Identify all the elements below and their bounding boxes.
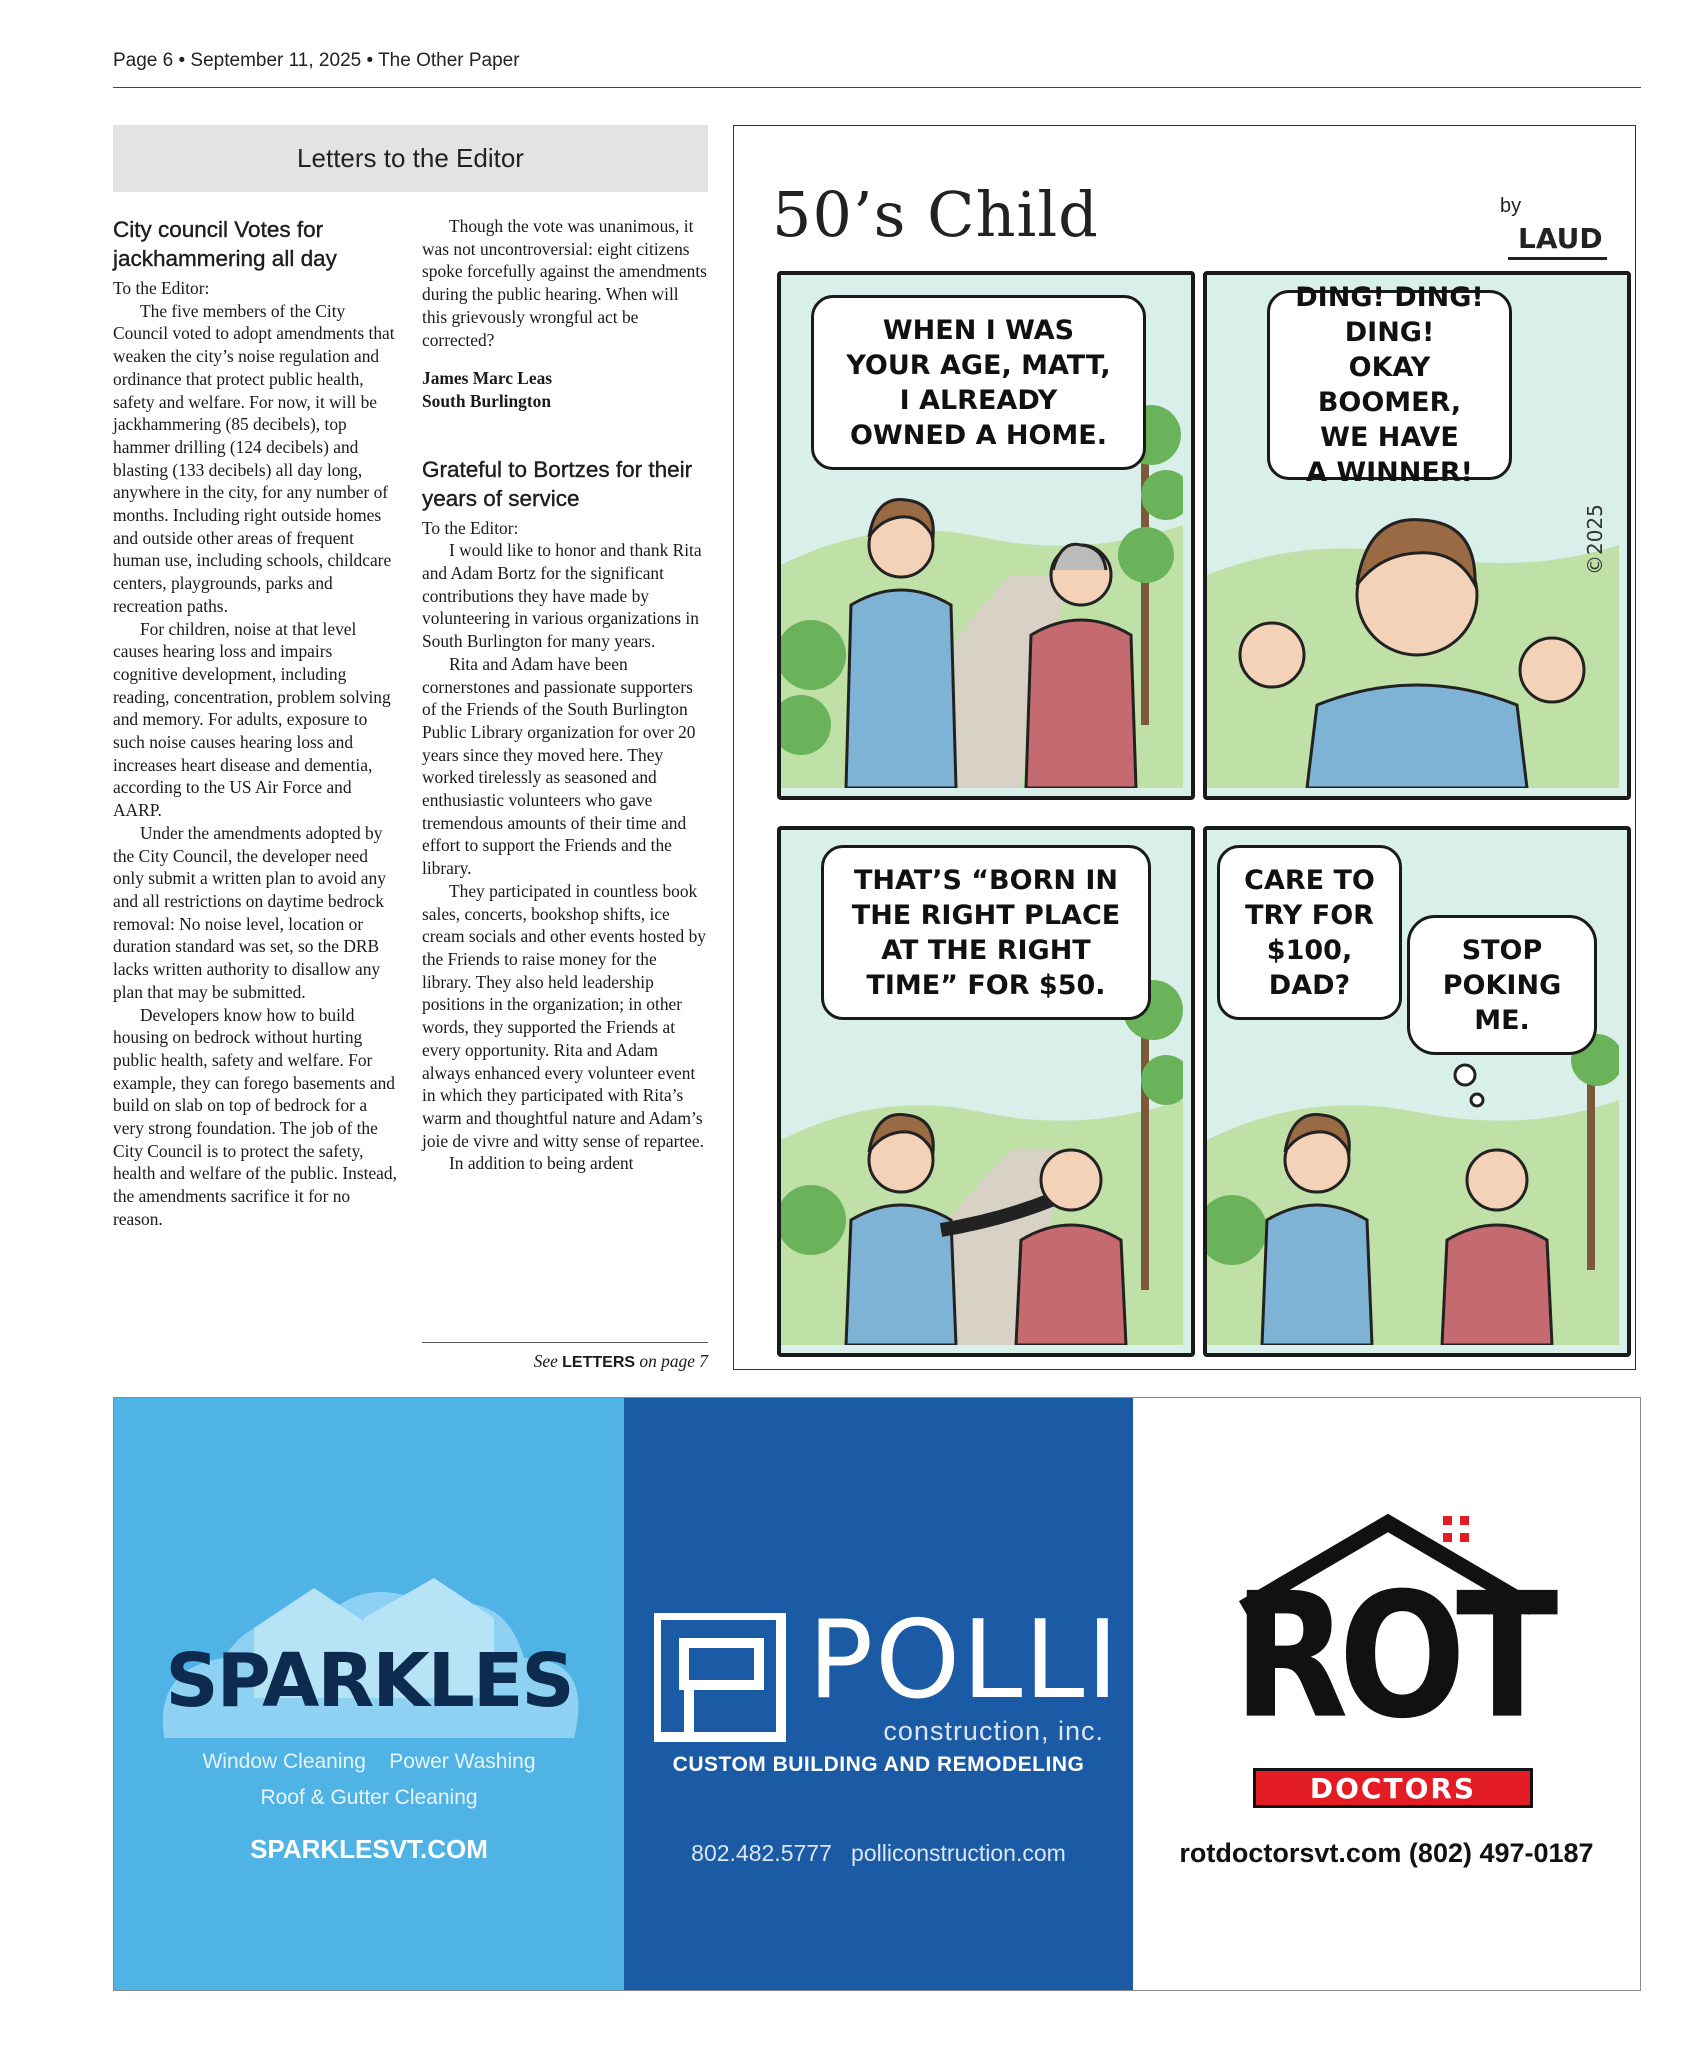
jump-page: on page 7 [639, 1351, 708, 1371]
letter1-headline: City council Votes for jackhammering all day [113, 217, 337, 271]
polli-subtitle: construction, inc. [883, 1716, 1104, 1746]
letter2-paragraph: Rita and Adam have been cornerstones and passionate supporters of the Friends of the South Burlington Public Library organization for over 20 years since they moved here. They worked tirelessly as seasoned and enthusiastic volunteers who gave tremendous amounts of their time and effort to support the Friends and the library. [422, 653, 696, 879]
letter1-signature-place: South Burlington [422, 390, 552, 411]
letter1-paragraph: Developers know how to build housing on bedrock without hurting public health, safety and welfare. For example, they can forego basements and build on slab on top of bedrock for a very strong foundation. The job of the City Council is to protect the safety, health and welfare of the public. Instead, the amendments sacrifice it for no reason. [113, 1004, 397, 1229]
letter1-paragraph: The five members of the City Council voted to adopt amendments that weaken the city’s noise regulation and ordinance that protect public health, safety and welfare. For now, it will be jackhammering (85 decibels), top hammer drilling (124 decibels) and blasting (133 decibels) all day long, anywhere in the city, for any number of months. Including right outside homes and outside other areas of frequent human use, including schools, childcare centers, playgrounds, parks and recreation paths. [113, 300, 395, 616]
comic-copyright: ©2025 [1583, 504, 1607, 575]
letter2-headline: Grateful to Bortzes for their years of service [422, 456, 693, 511]
letter1-signature-name: James Marc Leas [422, 368, 553, 389]
comic-panel-1 [777, 271, 1195, 800]
comic-panel-3 [777, 826, 1195, 1357]
panel-2-speech-bubble: DING! DING! DING! OKAY BOOMER, WE HAVE A WINNER! [1267, 290, 1512, 480]
comic-panel-4 [1203, 826, 1631, 1357]
rot-contact[interactable]: rotdoctorsvt.com (802) 497-0187 [1179, 1838, 1594, 1868]
comic-byline-by: by [1500, 195, 1522, 217]
ad-strip [113, 1397, 1641, 1991]
sparkles-services-line1: Window Cleaning Power Washing [202, 1750, 536, 1773]
letter2-paragraph: In addition to being ardent [449, 1153, 634, 1174]
panel-4-speech-bubble: CARE TO TRY FOR $100, DAD? [1217, 845, 1402, 1020]
comic-title: 50’s Child [772, 178, 1099, 251]
continued-jump-line[interactable] [422, 1351, 708, 1372]
polli-tagline: CUSTOM BUILDING AND REMODELING [672, 1753, 1085, 1776]
sparkles-url[interactable]: SPARKLESVT.COM [250, 1834, 488, 1864]
section-title: Letters to the Editor [113, 125, 708, 192]
jump-keyword: LETTERS [562, 1354, 636, 1371]
letters-column-1 [113, 215, 400, 1231]
header-rule [113, 87, 1641, 88]
rot-logo: ROT [1233, 1556, 1549, 1758]
letters-column-2 [422, 215, 708, 1175]
polli-logo: POLLI [808, 1598, 1121, 1723]
letter1-paragraph: Under the amendments adopted by the City Council, the developer need only submit a written plan to avoid any and all restrictions on daytime bedrock removal: No noise level, location or duration standard was set, so the DRB lacks written authority to disallow any plan that may be submitted. [113, 822, 386, 1002]
sparkles-logo: SPARKLES [165, 1638, 573, 1724]
letter2-paragraph: They participated in countless book sales, concerts, bookshop shifts, ice cream socials and other events hosted by the Friends to raise money for the library. They also held leadership positions in the organization; in other words, they supported the Friends at every opportunity. Rita and Adam always enhanced every volunteer event in which they participated with Rita’s warm and thoughtful nature and Adam’s joie de vivre and witty sense of repartee. [422, 880, 706, 1151]
sparkles-services-line2: Roof & Gutter Cleaning [260, 1786, 478, 1809]
letter1-salutation: To the Editor: [113, 278, 210, 298]
polli-ad[interactable] [624, 1398, 1133, 1990]
comic-panel-2 [1203, 271, 1631, 800]
rot-doctors-ad[interactable] [1133, 1398, 1640, 1990]
polli-contact[interactable]: 802.482.5777 polliconstruction.com [691, 1840, 1066, 1866]
panel-3-speech-bubble: THAT’S “BORN IN THE RIGHT PLACE AT THE RIGHT TIME” FOR $50. [821, 845, 1151, 1020]
letter2-salutation: To the Editor: [422, 517, 519, 538]
column-end-rule [422, 1342, 708, 1343]
comic-author: LAUD [1508, 222, 1607, 260]
panel-4-thought-bubble: STOP POKING ME. [1407, 915, 1597, 1055]
rot-banner: DOCTORS [1253, 1768, 1533, 1808]
page-folio: Page 6 • September 11, 2025 • The Other Paper [113, 50, 520, 71]
letter2-paragraph: I would like to honor and thank Rita and Adam Bortz for the significant contributions they have made by volunteering in various organizations in South Burlington for many years. [422, 540, 702, 652]
jump-see: See [533, 1351, 558, 1371]
letter1-paragraph: For children, noise at that level causes hearing loss and impairs cognitive development, including reading, concentration, problem solving and memory. For adults, exposure to such noise causes hearing loss and increases heart disease and dementia, according to the US Air Force and AARP. [113, 618, 391, 821]
panel-1-speech-bubble: WHEN I WAS YOUR AGE, MATT, I ALREADY OWNED A HOME. [811, 295, 1146, 470]
letter1-paragraph: Though the vote was unanimous, it was not uncontroversial: eight citizens spoke forcefully against the amendments during the public hearing. When will this grievously wrongful act be corrected? [422, 216, 707, 350]
sparkles-ad[interactable] [114, 1398, 624, 1990]
